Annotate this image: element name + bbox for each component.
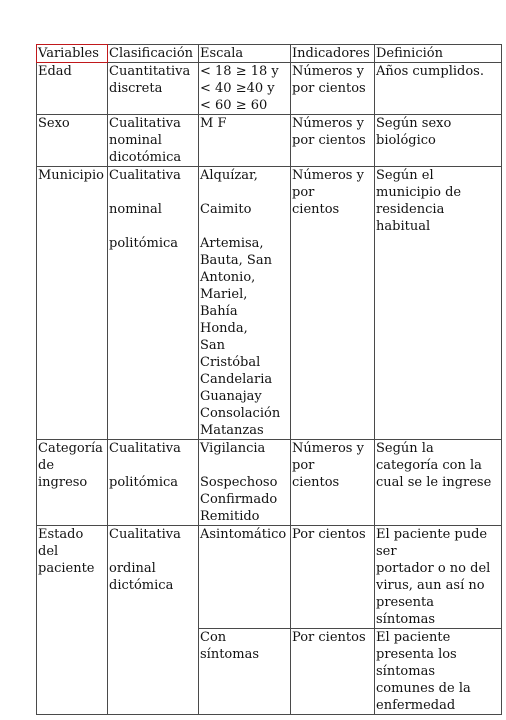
cell-clasificacion: Cualitativa nominal politómica xyxy=(108,167,199,440)
cell-definicion: Según la categoría con la cual se le ingrese xyxy=(375,440,502,526)
cell-clasificacion: Cualitativa nominal dicotómica xyxy=(108,115,199,167)
cell-clasificacion: Cualitativa ordinal dictómica xyxy=(108,526,199,715)
header-definicion: Definición xyxy=(375,45,502,63)
cell-variable: Edad xyxy=(37,63,108,115)
table-row-estado xyxy=(37,526,502,629)
cell-variable: Sexo xyxy=(37,115,108,167)
cell-indicadores: Números y por cientos xyxy=(291,115,375,167)
header-variables: Variables xyxy=(37,45,108,63)
cell-escala: Vigilancia Sospechoso Confirmado Remitido xyxy=(199,440,291,526)
cell-indicadores: Por cientos xyxy=(291,629,375,715)
cell-definicion: Años cumplidos. xyxy=(375,63,502,115)
cell-clasificacion: Cuantitativa discreta xyxy=(108,63,199,115)
cell-indicadores: Números y por cientos xyxy=(291,440,375,526)
table-row-municipio xyxy=(37,167,502,440)
table-row-edad xyxy=(37,63,502,115)
table-row-sexo xyxy=(37,115,502,167)
cell-variable: Municipio xyxy=(37,167,108,440)
cell-indicadores: Números y por cientos xyxy=(291,63,375,115)
cell-clasificacion: Cualitativa politómica xyxy=(108,440,199,526)
cell-indicadores: Números y por cientos xyxy=(291,167,375,440)
table-row-categoria xyxy=(37,440,502,526)
cell-escala: M F xyxy=(199,115,291,167)
header-indicadores: Indicadores xyxy=(291,45,375,63)
cell-escala: Asintomático xyxy=(199,526,291,629)
cell-escala: Con síntomas xyxy=(199,629,291,715)
cell-escala: Alquízar, Caimito Artemisa, Bauta, San Antonio, Mariel, Bahía Honda, San Cristóbal Candelaria Guanajay Consolación Matanzas xyxy=(199,167,291,440)
variables-table xyxy=(36,44,502,715)
cell-variable: Categoría de ingreso xyxy=(37,440,108,526)
header-escala: Escala xyxy=(199,45,291,63)
header-row xyxy=(37,45,502,63)
cell-definicion: El paciente pude ser portador o no del virus, aun así no presenta síntomas xyxy=(375,526,502,629)
cell-definicion: Según el municipio de residencia habitual xyxy=(375,167,502,440)
cell-definicion: El paciente presenta los síntomas comunes de la enfermedad xyxy=(375,629,502,715)
cell-variable: Estado del paciente xyxy=(37,526,108,715)
cell-definicion: Según sexo biológico xyxy=(375,115,502,167)
cell-escala: < 18 ≥ 18 y < 40 ≥40 y < 60 ≥ 60 xyxy=(199,63,291,115)
header-clasificacion: Clasificación xyxy=(108,45,199,63)
cell-indicadores: Por cientos xyxy=(291,526,375,629)
